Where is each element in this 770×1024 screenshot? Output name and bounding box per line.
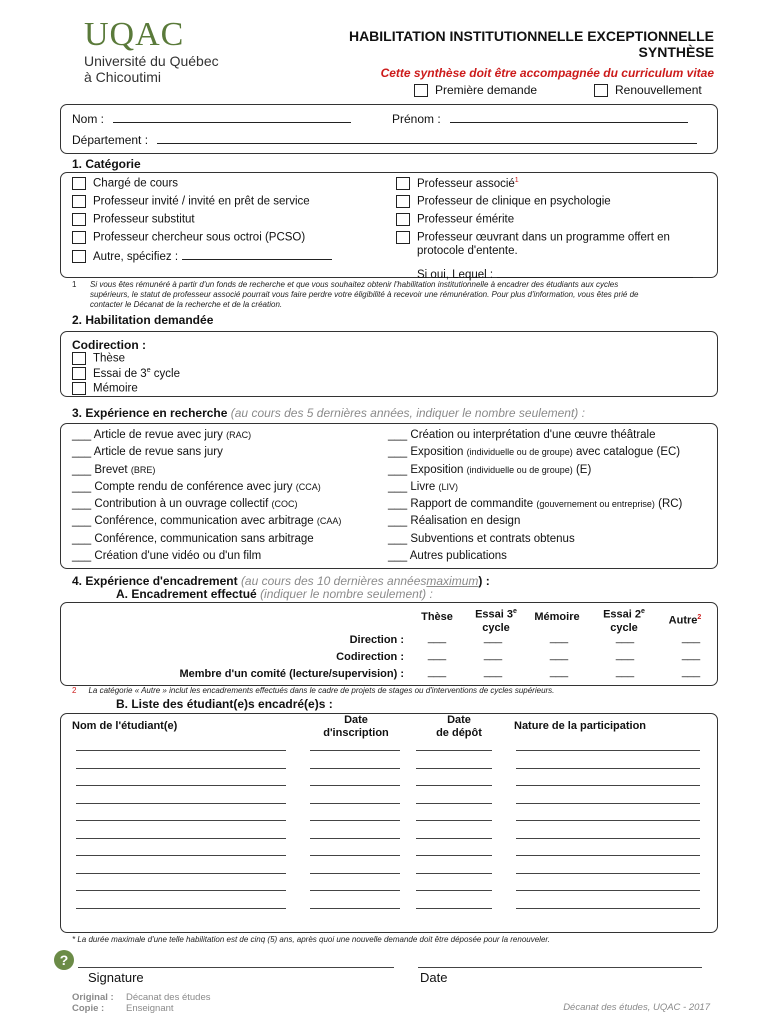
count-cell[interactable]: ___: [427, 649, 447, 661]
option-label: Professeur œuvrant dans un programme offert en: [417, 231, 670, 244]
recherche-item[interactable]: [388, 533, 682, 550]
nom-line[interactable]: [76, 873, 286, 874]
count-blank[interactable]: ___: [388, 446, 408, 459]
col-date-depot-line-2: de dépôt: [436, 727, 482, 739]
copie-label: Copie :: [72, 1003, 105, 1014]
encadrement-hint-end: ) :: [478, 574, 490, 588]
option-label: Professeur associé: [417, 177, 515, 190]
col-date-depot: [414, 714, 504, 740]
table-row: [76, 820, 700, 838]
count-blank[interactable]: ___: [72, 532, 92, 545]
inscription-line[interactable]: [310, 873, 400, 874]
nature-line[interactable]: [516, 803, 700, 804]
footnote-1-line-3: contacter le Décanat de la recherche et de la création.: [90, 300, 283, 309]
encadrement-a-title: A. Encadrement effectué: [116, 587, 257, 601]
nom-input-line[interactable]: [113, 112, 351, 123]
item-label: Conférence, communication sans arbitrage: [94, 532, 314, 545]
logo-line-1: Université du Québec: [84, 53, 219, 69]
recherche-item[interactable]: [388, 550, 682, 567]
inscription-line[interactable]: [310, 785, 400, 786]
autre-input-line[interactable]: [182, 249, 332, 260]
count-blank[interactable]: ___: [72, 429, 92, 441]
first-request-option[interactable]: [414, 83, 537, 97]
nature-line[interactable]: [516, 838, 700, 839]
option-label-continued: protocole d'entente.: [417, 245, 518, 257]
inscription-line[interactable]: [310, 768, 400, 769]
renewal-option[interactable]: [594, 83, 702, 97]
checkbox[interactable]: [72, 195, 86, 208]
col-date-inscription: [306, 714, 406, 740]
option-label: Professeur invité / invité en prêt de service: [93, 195, 310, 208]
count-blank[interactable]: ___: [72, 498, 92, 511]
item-label: Réalisation en design: [410, 515, 521, 528]
categorie-option[interactable]: [72, 231, 332, 249]
recherche-title: 3. Expérience en recherche: [72, 406, 228, 420]
count-blank[interactable]: ___: [72, 480, 92, 493]
recherche-item[interactable]: [72, 429, 341, 446]
encadrement-title-row: [72, 574, 490, 588]
item-label: Livre: [410, 480, 436, 493]
table-row: [76, 785, 700, 803]
count-cell[interactable]: ___: [483, 649, 503, 661]
item-label: Compte rendu de conférence avec jury: [94, 480, 293, 493]
nom-field[interactable]: [72, 112, 351, 126]
count-cell[interactable]: ___: [615, 649, 635, 661]
nature-line[interactable]: [516, 908, 700, 909]
item-after: (LIV): [438, 481, 459, 492]
depot-line[interactable]: [416, 768, 492, 769]
nature-line[interactable]: [516, 890, 700, 891]
item-label: Brevet: [94, 463, 128, 476]
depot-line[interactable]: [416, 785, 492, 786]
option-label: Thèse: [93, 352, 125, 365]
checkbox[interactable]: [396, 231, 410, 244]
item-code: (BRE): [130, 464, 156, 475]
categorie-option[interactable]: [396, 231, 693, 245]
inscription-line[interactable]: [310, 803, 400, 804]
count-cell[interactable]: ___: [549, 666, 569, 678]
count-blank[interactable]: ___: [72, 550, 92, 563]
recherche-title-row: [72, 406, 585, 420]
recherche-left-list: [72, 429, 341, 567]
item-label: Création d'une vidéo ou d'un film: [94, 550, 262, 563]
count-blank[interactable]: ___: [388, 550, 408, 563]
recherche-item[interactable]: [72, 481, 341, 498]
row-membre-label: Membre d'un comité (lecture/supervision) :: [179, 668, 404, 680]
footnote-1-line-1: Si vous êtes rémunéré à partir d'un fonds de recherche et que vous souhaitez obtenir l'habilitation institutionnelle à encadrer des étudiants aux cycles: [90, 280, 619, 289]
count-cell[interactable]: ___: [549, 632, 569, 644]
nom-line[interactable]: [76, 855, 286, 856]
footer-credit: Décanat des études, UQAC - 2017: [563, 1002, 710, 1013]
categorie-left-list: [72, 177, 332, 267]
nom-line[interactable]: [76, 750, 286, 751]
encadrement-hint-underlined: maximum: [426, 574, 479, 588]
item-label: Subventions et contrats obtenus: [410, 532, 575, 545]
date-line[interactable]: [418, 967, 702, 968]
row-direction-label: Direction :: [349, 634, 404, 646]
count-cell[interactable]: ___: [483, 632, 503, 644]
item-label: Rapport de commandite: [410, 498, 534, 511]
checkbox[interactable]: [72, 177, 86, 190]
inscription-line[interactable]: [310, 855, 400, 856]
col-essai-3: [466, 605, 526, 635]
codirection-label: Codirection :: [72, 338, 146, 352]
nom-line[interactable]: [76, 890, 286, 891]
recherche-item[interactable]: [388, 515, 682, 532]
table-row: [76, 768, 700, 786]
depot-line[interactable]: [416, 873, 492, 874]
checkbox[interactable]: [72, 367, 86, 380]
recherche-item[interactable]: [72, 533, 341, 550]
recherche-item[interactable]: [72, 515, 341, 532]
encadrement-grid: [414, 632, 724, 683]
habilitation-title: 2. Habilitation demandée: [72, 313, 214, 327]
count-cell[interactable]: ___: [549, 649, 569, 661]
recherche-item[interactable]: [388, 429, 682, 446]
footnote-1-num: 1: [72, 280, 77, 289]
count-blank[interactable]: ___: [388, 532, 408, 545]
recherche-item[interactable]: [72, 464, 341, 481]
table-row: [76, 890, 700, 908]
option-label: Chargé de cours: [93, 177, 179, 190]
depot-line[interactable]: [416, 803, 492, 804]
option-label: Professeur émérite: [417, 213, 515, 226]
recherche-item[interactable]: [72, 550, 341, 567]
count-blank[interactable]: ___: [72, 463, 92, 476]
count-blank[interactable]: ___: [388, 480, 408, 493]
ordinal-sup: e: [641, 608, 645, 615]
recherche-item[interactable]: [388, 481, 682, 498]
col-date-depot-line-1: Date: [447, 714, 471, 726]
depot-line[interactable]: [416, 838, 492, 839]
item-small: (gouvernement ou entreprise): [536, 499, 655, 510]
item-code: (CCA): [295, 481, 321, 492]
col-nature: Nature de la participation: [514, 720, 647, 732]
inscription-line[interactable]: [310, 890, 400, 891]
col-date-inscription-line-2: d'inscription: [323, 727, 389, 739]
depot-line[interactable]: [416, 750, 492, 751]
recherche-item[interactable]: [388, 498, 682, 515]
footnote-ref: 2: [697, 614, 702, 621]
col-cycle-label: cycle: [482, 621, 510, 634]
item-label: Article de revue avec jury: [93, 429, 223, 441]
etudiants-rows: [76, 750, 700, 925]
encadrement-a-hint: (indiquer le nombre seulement) :: [260, 587, 433, 601]
nature-line[interactable]: [516, 855, 700, 856]
departement-input-line[interactable]: [157, 133, 697, 144]
item-after: avec catalogue (EC): [575, 446, 681, 459]
option-label: Mémoire: [93, 382, 138, 395]
col-these: Thèse: [421, 611, 453, 623]
footnote-1: [72, 280, 712, 310]
departement-label: Département :: [72, 133, 149, 147]
nature-line[interactable]: [516, 820, 700, 821]
count-cell[interactable]: ___: [427, 632, 447, 644]
table-row: [76, 803, 700, 821]
recherche-right-list: [388, 429, 682, 567]
count-cell[interactable]: ___: [615, 666, 635, 678]
copie-value: Enseignant: [126, 1003, 174, 1014]
count-blank[interactable]: ___: [388, 463, 408, 476]
title-line-2: SYNTHÈSE: [638, 44, 714, 60]
item-code: (RAC): [226, 430, 252, 440]
inscription-line[interactable]: [310, 750, 400, 751]
recherche-item[interactable]: [388, 446, 682, 463]
checkbox[interactable]: [396, 213, 410, 226]
first-request-checkbox[interactable]: [414, 84, 428, 97]
prenom-field[interactable]: [392, 112, 688, 126]
checkbox[interactable]: [72, 231, 86, 244]
option-label: Essai de 3: [93, 367, 147, 380]
categorie-option[interactable]: [72, 195, 332, 213]
habilitation-option[interactable]: [72, 352, 180, 367]
item-label: Article de revue sans jury: [93, 446, 223, 459]
row-codirection-label: Codirection :: [336, 651, 404, 663]
footnote-2-num: 2: [72, 686, 77, 695]
nom-line[interactable]: [76, 838, 286, 839]
ordinal-sup: e: [513, 608, 517, 615]
depot-line[interactable]: [416, 908, 492, 909]
original-value: Décanat des études: [126, 992, 211, 1003]
col-autre-label: Autre: [668, 614, 698, 627]
count-cell[interactable]: ___: [681, 632, 701, 644]
table-row: [76, 855, 700, 873]
inscription-line[interactable]: [310, 908, 400, 909]
checkbox[interactable]: [72, 382, 86, 395]
nom-label: Nom :: [72, 112, 105, 126]
nom-line[interactable]: [76, 908, 286, 909]
lequel-input-line[interactable]: [497, 267, 693, 278]
categorie-option[interactable]: [396, 213, 693, 231]
title-line-1: HABILITATION INSTITUTIONNELLE EXCEPTIONNELLE: [348, 28, 714, 44]
lequel-label: Si oui, Lequel :: [417, 269, 494, 281]
item-small: (individuelle ou de groupe): [466, 447, 573, 458]
count-cell[interactable]: ___: [681, 649, 701, 661]
item-label: Exposition: [410, 446, 464, 459]
col-essai-2: [594, 605, 654, 635]
nature-line[interactable]: [516, 873, 700, 874]
col-cycle-label: cycle: [610, 621, 638, 634]
inscription-line[interactable]: [310, 820, 400, 821]
item-label: Création ou interprétation d'une œuvre théâtrale: [410, 429, 656, 441]
footnote-2-text: La catégorie « Autre » inclut les encadrements effectués dans le cadre de projets de stages ou d'interventions de cycles supérieurs.: [88, 686, 555, 695]
col-autre: [662, 611, 708, 628]
logo-wordmark: UQAC: [84, 16, 185, 53]
item-after: (E): [575, 463, 592, 476]
original-label: Original :: [72, 992, 114, 1003]
duration-footnote: * La durée maximale d'une telle habilitation est de cinq (5) ans, après quoi une nouvelle demande doit être déposée pour la renouveler.: [72, 935, 550, 944]
nature-line[interactable]: [516, 785, 700, 786]
encadrement-hint: (au cours des 10 dernières années: [240, 574, 427, 588]
checkbox[interactable]: [72, 213, 86, 226]
item-label: Autres publications: [409, 550, 507, 563]
date-label: Date: [420, 970, 448, 985]
item-code: (COC): [271, 499, 298, 510]
nom-line[interactable]: [76, 768, 286, 769]
recherche-item[interactable]: [72, 446, 341, 463]
col-essai-3-label: Essai 3: [475, 608, 513, 621]
count-cell[interactable]: ___: [615, 632, 635, 644]
count-blank[interactable]: ___: [388, 429, 408, 441]
etudiants-title: B. Liste des étudiant(e)s encadré(e)s :: [116, 697, 333, 711]
count-cell[interactable]: ___: [427, 666, 447, 678]
prenom-input-line[interactable]: [450, 112, 688, 123]
encadrement-a-row: [116, 587, 433, 601]
habilitation-options: [72, 352, 180, 397]
option-label: Professeur chercheur sous octroi (PCSO): [93, 231, 306, 244]
option-label: Professeur de clinique en psychologie: [417, 195, 611, 208]
table-row: [76, 908, 700, 926]
inscription-line[interactable]: [310, 838, 400, 839]
document-title: [349, 28, 714, 60]
item-small: (individuelle ou de groupe): [466, 464, 573, 475]
depot-line[interactable]: [416, 820, 492, 821]
depot-line[interactable]: [416, 890, 492, 891]
renewal-label: Renouvellement: [615, 83, 702, 97]
departement-field[interactable]: [72, 133, 697, 147]
footnote-ref: 1: [514, 177, 519, 184]
ordinal-sup: e: [146, 367, 151, 374]
recherche-hint: (au cours des 5 dernières années, indiquer le nombre seulement) :: [230, 406, 585, 420]
checkbox[interactable]: [396, 177, 410, 190]
item-label: Contribution à un ouvrage collectif: [94, 498, 269, 511]
nature-line[interactable]: [516, 750, 700, 751]
nom-line[interactable]: [76, 803, 286, 804]
footnote-1-line-2: supérieurs, le statut de professeur associé pourrait vous faire perdre votre éligibilité à recevoir une rémunération. Pour plus d'information, vous êtes prié de: [90, 290, 639, 299]
footnote-2: [72, 686, 554, 696]
col-memoire: Mémoire: [534, 611, 580, 623]
depot-line[interactable]: [416, 855, 492, 856]
option-label: Autre, spécifiez :: [93, 251, 179, 263]
checkbox[interactable]: [72, 250, 86, 263]
help-icon[interactable]: ?: [54, 950, 74, 970]
count-blank[interactable]: ___: [388, 515, 408, 528]
categorie-right-list: [396, 177, 693, 283]
uqac-logo: [84, 18, 219, 84]
count-blank[interactable]: ___: [72, 515, 92, 528]
signature-label: Signature: [88, 970, 144, 985]
nature-line[interactable]: [516, 768, 700, 769]
table-row: [76, 750, 700, 768]
col-essai-2-label: Essai 2: [603, 608, 641, 621]
categorie-option[interactable]: [396, 195, 693, 213]
habilitation-option[interactable]: [72, 367, 180, 382]
col-date-inscription-line-1: Date: [344, 714, 368, 726]
prenom-label: Prénom :: [392, 112, 441, 126]
col-nom-etudiant: Nom de l'étudiant(e): [72, 720, 178, 732]
first-request-label: Première demande: [435, 83, 538, 97]
item-label: Conférence, communication avec arbitrage: [94, 515, 314, 528]
checkbox[interactable]: [396, 195, 410, 208]
renewal-checkbox[interactable]: [594, 84, 608, 97]
option-label: Professeur substitut: [93, 213, 195, 226]
checkbox[interactable]: [72, 352, 86, 365]
item-after: (RC): [658, 498, 683, 511]
document-subtitle: Cette synthèse doit être accompagnée du curriculum vitae: [380, 66, 714, 80]
categorie-option[interactable]: [396, 177, 693, 195]
habilitation-option[interactable]: [72, 382, 180, 397]
count-blank[interactable]: ___: [388, 498, 408, 511]
item-code: (CAA): [316, 516, 342, 527]
recherche-item[interactable]: [388, 464, 682, 481]
recherche-item[interactable]: [72, 498, 341, 515]
signature-line[interactable]: [78, 967, 394, 968]
categorie-option[interactable]: [72, 249, 332, 267]
categorie-option[interactable]: [72, 213, 332, 231]
encadrement-title: 4. Expérience d'encadrement: [72, 574, 238, 588]
logo-line-2: à Chicoutimi: [84, 69, 162, 85]
item-label: Exposition: [410, 463, 464, 476]
count-cell[interactable]: ___: [483, 666, 503, 678]
option-label-rest: cycle: [150, 367, 181, 380]
distribution-block: [72, 992, 211, 1014]
count-blank[interactable]: ___: [72, 446, 92, 459]
count-cell[interactable]: ___: [681, 666, 701, 678]
table-row: [76, 838, 700, 856]
categorie-option[interactable]: [72, 177, 332, 195]
nom-line[interactable]: [76, 820, 286, 821]
categorie-title: 1. Catégorie: [72, 157, 141, 171]
nom-line[interactable]: [76, 785, 286, 786]
table-row: [76, 873, 700, 891]
